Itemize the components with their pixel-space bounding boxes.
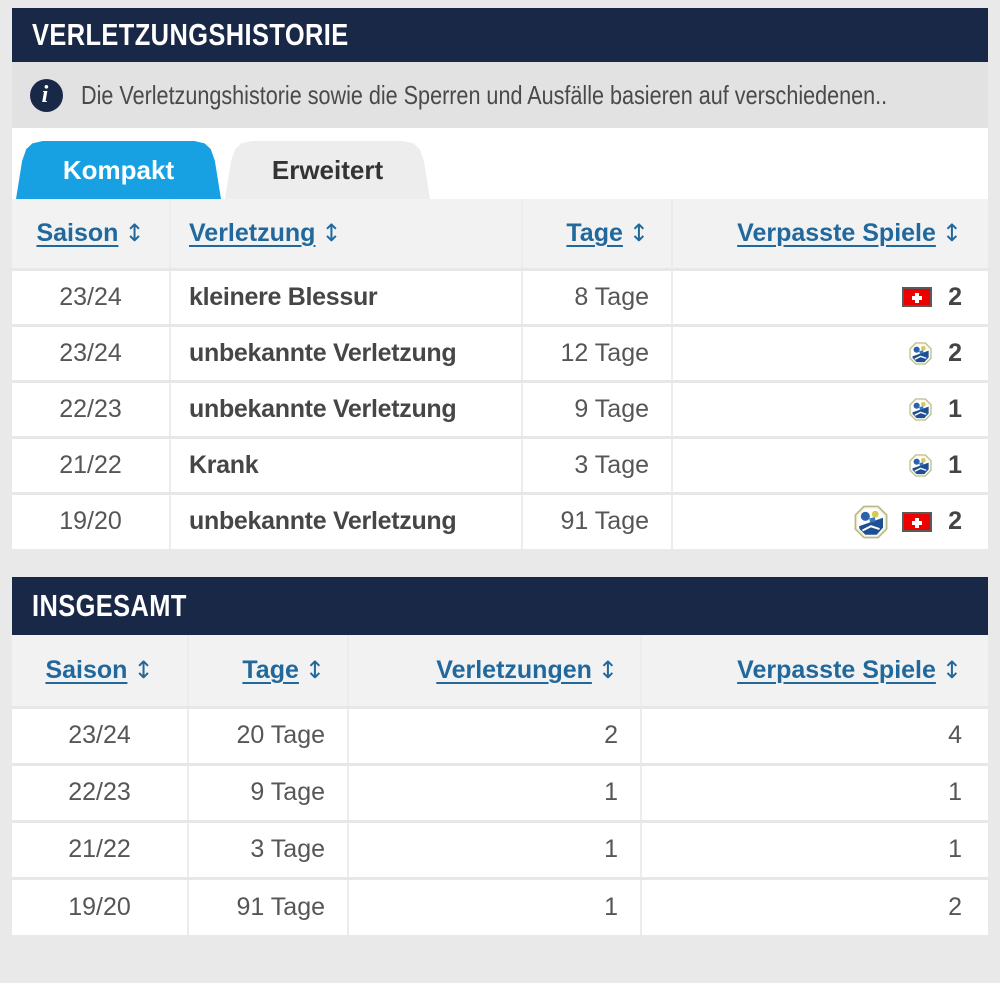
days-cell: 91 Tage: [188, 878, 348, 935]
season-cell: 23/24: [12, 269, 170, 325]
totals-table-row: [12, 878, 988, 935]
club-badge-icon[interactable]: [909, 342, 932, 365]
switzerland-flag-icon[interactable]: [902, 287, 932, 307]
missed-games-cell: [672, 437, 988, 493]
missed-games-count: 1: [948, 450, 962, 479]
season-cell: 19/20: [12, 878, 188, 935]
injury-table: [12, 199, 988, 549]
sort-verpasste-spiele-link[interactable]: Verpasste Spiele ↕: [737, 655, 962, 684]
page-title: VERLETZUNGSHISTORIE: [32, 17, 349, 52]
totals-table-row: [12, 764, 988, 821]
missed-games-count: 2: [948, 507, 962, 536]
missed-games-cell: 1: [641, 764, 988, 821]
season-cell: 21/22: [12, 821, 188, 878]
column-header-verpasste-spiele: [641, 635, 988, 707]
days-cell: 12 Tage: [522, 325, 672, 381]
season-cell: 21/22: [12, 437, 170, 493]
sort-verpasste-spiele-link[interactable]: Verpasste Spiele ↕: [737, 218, 962, 247]
days-cell: 91 Tage: [522, 493, 672, 549]
sort-verletzungen-link[interactable]: Verletzungen ↕: [436, 655, 618, 684]
sort-icon: ↕: [597, 655, 618, 684]
column-header-verpasste-spiele: [672, 199, 988, 269]
injuries-count-cell: 1: [348, 764, 641, 821]
missed-games-cell: [672, 269, 988, 325]
days-cell: 9 Tage: [188, 764, 348, 821]
injuries-count-cell: 2: [348, 707, 641, 764]
injury-history-card: [12, 128, 988, 549]
days-cell: 8 Tage: [522, 269, 672, 325]
injury-table-row: [12, 269, 988, 325]
injury-cell: unbekannte Verletzung: [170, 493, 522, 549]
sort-icon: ↕: [628, 218, 649, 247]
tab-kompakt[interactable]: [16, 141, 221, 199]
sort-icon: ↕: [941, 218, 962, 247]
sort-saison-link[interactable]: Saison ↕: [36, 218, 145, 247]
injury-cell: kleinere Blessur: [170, 269, 522, 325]
sort-tage-link[interactable]: Tage ↕: [566, 218, 649, 247]
club-badge-icon[interactable]: [854, 505, 888, 539]
season-cell: 22/23: [12, 764, 188, 821]
missed-games-count: 2: [948, 338, 962, 367]
tab-erweitert-label: Erweitert: [271, 154, 384, 185]
sort-icon: ↕: [321, 218, 342, 247]
sort-icon: ↕: [124, 218, 145, 247]
missed-games-cell: [672, 325, 988, 381]
club-badge-icon[interactable]: [909, 398, 932, 421]
tab-kompakt-label: Kompakt: [62, 154, 175, 185]
tab-bar: [12, 128, 988, 199]
column-header-tage: [522, 199, 672, 269]
totals-card: [12, 635, 988, 935]
sort-saison-link[interactable]: Saison ↕: [45, 655, 154, 684]
column-header-saison: [12, 199, 170, 269]
missed-games-cell: [672, 381, 988, 437]
club-badge-icon[interactable]: [909, 454, 932, 477]
info-icon: i: [30, 79, 63, 112]
totals-table-header-row: [12, 635, 988, 707]
season-cell: 19/20: [12, 493, 170, 549]
section-divider: [12, 549, 988, 577]
injury-history-page: [12, 0, 988, 935]
days-cell: 9 Tage: [522, 381, 672, 437]
injury-table-row: [12, 325, 988, 381]
days-cell: 20 Tage: [188, 707, 348, 764]
info-banner-text: Die Verletzungshistorie sowie die Sperren und Ausfälle basieren auf verschiedenen..: [81, 79, 888, 110]
missed-games-cell: 1: [641, 821, 988, 878]
section-header-verletzungshistorie: [12, 8, 988, 62]
injury-table-row: [12, 437, 988, 493]
injuries-count-cell: 1: [348, 878, 641, 935]
missed-games-cell: 4: [641, 707, 988, 764]
season-cell: 22/23: [12, 381, 170, 437]
season-cell: 23/24: [12, 707, 188, 764]
injury-table-row: [12, 381, 988, 437]
missed-games-cell: [672, 493, 988, 549]
totals-table: [12, 635, 988, 935]
sort-icon: ↕: [133, 655, 154, 684]
injury-cell: unbekannte Verletzung: [170, 381, 522, 437]
days-cell: 3 Tage: [188, 821, 348, 878]
season-cell: 23/24: [12, 325, 170, 381]
section-header-insgesamt: [12, 577, 988, 635]
totals-table-row: [12, 707, 988, 764]
sort-tage-link[interactable]: Tage ↕: [242, 655, 325, 684]
missed-games-count: 2: [948, 282, 962, 311]
sort-icon: ↕: [941, 655, 962, 684]
sort-icon: ↕: [304, 655, 325, 684]
days-cell: 3 Tage: [522, 437, 672, 493]
column-header-saison: [12, 635, 188, 707]
sort-verletzung-link[interactable]: Verletzung ↕: [189, 218, 342, 247]
injury-cell: Krank: [170, 437, 522, 493]
switzerland-flag-icon[interactable]: [902, 512, 932, 532]
column-header-tage: [188, 635, 348, 707]
missed-games-count: 1: [948, 394, 962, 423]
missed-games-cell: 2: [948, 892, 962, 921]
injury-table-header-row: [12, 199, 988, 269]
injuries-count-cell: 1: [348, 821, 641, 878]
tab-erweitert[interactable]: [225, 141, 430, 199]
column-header-verletzung: [170, 199, 522, 269]
totals-title: INSGESAMT: [32, 588, 187, 623]
info-banner[interactable]: [12, 62, 988, 128]
column-header-verletzungen: [348, 635, 641, 707]
injury-table-row: [12, 493, 988, 549]
totals-table-row: [12, 821, 988, 878]
injury-cell: unbekannte Verletzung: [170, 325, 522, 381]
